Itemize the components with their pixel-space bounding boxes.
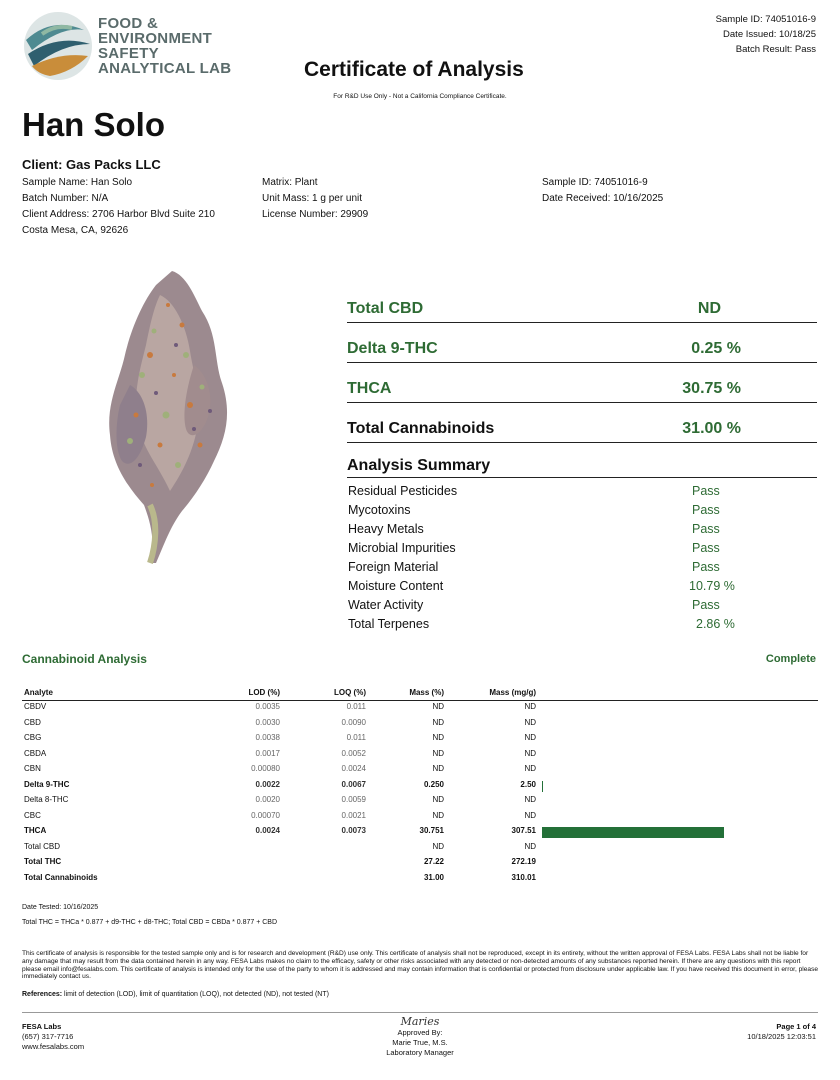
- analyte-cell: Delta 9-THC: [24, 779, 70, 789]
- header-batch-result: Batch Result: Pass: [735, 44, 816, 55]
- column-header-analyte: Analyte: [24, 688, 53, 697]
- summary-value: Pass: [692, 598, 720, 612]
- mass-mg-cell: 307.51: [511, 826, 536, 835]
- mass-pct-cell: ND: [432, 717, 444, 727]
- mass-pct-cell: ND: [432, 702, 444, 711]
- analyte-cell: THCA: [24, 826, 47, 835]
- client-name: Client: Gas Packs LLC: [22, 157, 161, 172]
- date-received: Date Received: 10/16/2025: [542, 193, 664, 204]
- logo-line: ENVIRONMENT: [98, 30, 213, 47]
- summary-label: Moisture Content: [348, 579, 444, 593]
- lod-cell: 0.0035: [255, 702, 280, 711]
- lod-cell: 0.00070: [251, 810, 280, 820]
- header-date-issued: Date Issued: 10/18/25: [723, 29, 816, 40]
- summary-label: Residual Pesticides: [348, 484, 458, 498]
- mass-mg-cell: 272.19: [511, 857, 536, 866]
- mass-pct-cell: ND: [432, 795, 444, 804]
- summary-label: Total Terpenes: [348, 617, 430, 631]
- analyte-cell: Total CBD: [24, 841, 61, 851]
- mass-pct-cell: ND: [432, 841, 444, 851]
- loq-cell: 0.011: [346, 702, 366, 711]
- potency-label: THCA: [347, 380, 392, 397]
- header-sample-id: Sample ID: 74051016-9: [715, 14, 816, 25]
- loq-cell: 0.0024: [341, 764, 366, 773]
- document-title: Certificate of Analysis: [304, 58, 524, 81]
- cannabinoid-analysis-title: Cannabinoid Analysis: [22, 652, 147, 666]
- analyte-cell: CBDV: [24, 702, 47, 711]
- loq-cell: 0.0090: [341, 717, 366, 727]
- cannabinoid-analysis-status: Complete: [765, 653, 816, 665]
- loq-cell: 0.0073: [341, 826, 366, 835]
- footer-website: www.fesalabs.com: [22, 1042, 85, 1051]
- mass-mg-cell: ND: [524, 841, 536, 851]
- column-header-mass-mg: Mass (mg/g): [489, 688, 536, 697]
- references-label: References:: [22, 991, 63, 998]
- footer-phone: (657) 317-7716: [22, 1032, 74, 1041]
- mass-mg-cell: ND: [524, 810, 536, 820]
- analyte-cell: CBN: [24, 764, 41, 773]
- references: [22, 991, 329, 998]
- lod-cell: 0.0038: [255, 733, 280, 742]
- summary-row: [348, 484, 748, 503]
- analyte-cell: Delta 8-THC: [24, 795, 69, 804]
- summary-label: Foreign Material: [348, 560, 439, 574]
- table-row: [22, 856, 818, 872]
- disclaimer: This certificate of analysis is responsible for the tested sample only and is for research and development (R&D) use only. This certificate of analysis shall not be reproduced, except in its entirety, without the written approval of FESA Labs. FESA Labs shall not be liable for any damage that may result from the data contained herein in any way. FESA Labs makes no claim to the efficacy, safety or other risks associated with any detected or non-detected amounts of any substances reported herein. If there are any questions with this report please email info@fesalabs.com. This certificate of analysis is intended only for the use of the party to whom it is addressed and may contain information that is confidential or protected from disclosure under applicable law. If you have received this document in error, please immediately contact us.: [22, 950, 819, 981]
- signature: Maries: [400, 1015, 440, 1028]
- summary-label: Heavy Metals: [348, 522, 424, 536]
- fesa-logo-icon: [22, 10, 232, 82]
- table-row: [22, 779, 818, 795]
- lod-cell: 0.0020: [255, 795, 280, 804]
- mass-pct-cell: ND: [432, 733, 444, 742]
- table-row: [22, 748, 818, 764]
- sample-name: Sample Name: Han Solo: [22, 177, 133, 188]
- potency-value: 31.00 %: [682, 420, 741, 437]
- analyte-cell: CBDA: [24, 748, 47, 758]
- analysis-summary-title: Analysis Summary: [347, 457, 817, 478]
- potency-label: Total Cannabinoids: [347, 420, 495, 437]
- table-row: [22, 701, 818, 717]
- summary-label: Mycotoxins: [348, 503, 411, 517]
- potency-thca: [347, 378, 817, 403]
- loq-cell: 0.011: [346, 733, 366, 742]
- matrix: Matrix: Plant: [262, 177, 318, 188]
- client-info-column-1: [22, 175, 215, 239]
- column-header-lod: LOD (%): [248, 688, 280, 697]
- analyte-cell: CBD: [24, 717, 41, 727]
- lod-cell: 0.0024: [255, 826, 280, 835]
- potency-label: Delta 9-THC: [347, 340, 438, 357]
- product-name: Han Solo: [22, 106, 166, 143]
- page-number: Page 1 of 4: [776, 1022, 816, 1031]
- loq-cell: 0.0059: [341, 795, 366, 804]
- table-header: [22, 686, 818, 701]
- mass-mg-cell: ND: [524, 702, 536, 711]
- summary-row: [348, 522, 748, 541]
- header-meta: [716, 12, 816, 57]
- summary-row: [348, 503, 748, 522]
- summary-row: [348, 560, 748, 579]
- references-text: limit of detection (LOD), limit of quantitation (LOQ), not detected (ND), not tested (NT): [64, 991, 329, 998]
- approved-by-label: Approved By:: [397, 1028, 443, 1037]
- logo-line: SAFETY: [98, 45, 159, 62]
- loq-cell: 0.0052: [341, 748, 366, 758]
- column-header-loq: LOQ (%): [334, 688, 366, 697]
- summary-value: Pass: [692, 560, 720, 574]
- mass-mg-cell: 2.50: [520, 779, 536, 789]
- mass-pct-cell: ND: [432, 748, 444, 758]
- summary-value: Pass: [692, 503, 720, 517]
- table-row: [22, 732, 818, 748]
- mass-pct-cell: 0.250: [423, 779, 444, 789]
- potency-value: ND: [697, 300, 721, 317]
- footer-approval: [370, 1016, 470, 1058]
- mass-mg-cell: 310.01: [511, 872, 536, 882]
- batch-number: Batch Number: N/A: [22, 193, 109, 204]
- potency-total-cbd: [347, 298, 817, 323]
- analyte-cell: Total THC: [24, 857, 62, 866]
- client-info-column-2: [262, 175, 368, 223]
- rd-use-note: For R&D Use Only - Not a California Compliance Certificate.: [333, 93, 507, 100]
- mass-mg-cell: ND: [524, 764, 536, 773]
- table-row: [22, 717, 818, 733]
- summary-row: [348, 617, 748, 636]
- unit-mass: Unit Mass: 1 g per unit: [262, 193, 363, 204]
- footer-lab-name: FESA Labs: [22, 1022, 62, 1031]
- summary-value: 2.86 %: [696, 617, 735, 631]
- footer-page-info: [747, 1022, 816, 1042]
- mass-pct-cell: 30.751: [419, 826, 444, 835]
- potency-total-cannabinoids: [347, 418, 817, 443]
- lod-cell: 0.0017: [255, 748, 280, 758]
- summary-value: 10.79 %: [689, 579, 735, 593]
- summary-value: Pass: [692, 484, 720, 498]
- mass-pct-cell: 27.22: [423, 857, 444, 866]
- summary-label: Water Activity: [348, 598, 424, 612]
- summary-row: [348, 598, 748, 617]
- analyte-cell: Total Cannabinoids: [24, 872, 98, 882]
- summary-value: Pass: [692, 522, 720, 536]
- column-header-mass-pct: Mass (%): [409, 688, 444, 697]
- logo-line: FOOD &: [98, 15, 159, 32]
- summary-label: Microbial Impurities: [348, 541, 456, 555]
- lod-cell: 0.0022: [255, 779, 280, 789]
- table-row: [22, 794, 818, 810]
- mass-pct-cell: ND: [432, 810, 444, 820]
- date-tested: Date Tested: 10/16/2025: [22, 904, 99, 911]
- mass-mg-cell: ND: [524, 795, 536, 804]
- potency-value: 0.25 %: [691, 340, 741, 357]
- approver-title: Laboratory Manager: [386, 1048, 454, 1057]
- mass-bar: [542, 781, 543, 792]
- potency-value: 30.75 %: [682, 380, 741, 397]
- analyte-cell: CBG: [24, 733, 42, 742]
- approver-name: Marie True, M.S.: [392, 1038, 448, 1047]
- lod-cell: 0.0030: [255, 717, 280, 727]
- client-info-column-3: [542, 175, 663, 207]
- analyte-cell: CBC: [24, 810, 41, 820]
- client-address: Client Address: 2706 Harbor Blvd Suite 210: [22, 209, 215, 220]
- footer-lab-info: [22, 1022, 84, 1052]
- potency-delta9-thc: [347, 338, 817, 363]
- client-city: Costa Mesa, CA, 92626: [22, 225, 129, 236]
- mass-bar: [542, 827, 724, 838]
- cannabis-flower-image: [90, 265, 270, 575]
- lod-cell: 0.00080: [251, 764, 280, 773]
- table-row: [22, 872, 818, 888]
- potency-label: Total CBD: [347, 300, 424, 317]
- footer-divider: [22, 1012, 818, 1013]
- mass-mg-cell: ND: [524, 733, 536, 742]
- summary-row: [348, 541, 748, 560]
- mass-mg-cell: ND: [524, 717, 536, 727]
- table-row: [22, 825, 818, 841]
- mass-pct-cell: 31.00: [423, 872, 444, 882]
- logo-line: ANALYTICAL LAB: [98, 60, 232, 77]
- sample-id: Sample ID: 74051016-9: [542, 177, 648, 188]
- mass-pct-cell: ND: [432, 764, 444, 773]
- summary-row: [348, 579, 748, 598]
- table-row: [22, 810, 818, 826]
- total-formula: Total THC = THCa * 0.877 + d9-THC + d8-THC; Total CBD = CBDa * 0.877 + CBD: [22, 919, 278, 926]
- table-row: [22, 763, 818, 779]
- mass-mg-cell: ND: [524, 748, 536, 758]
- loq-cell: 0.0067: [341, 779, 366, 789]
- summary-value: Pass: [692, 541, 720, 555]
- table-row: [22, 841, 818, 857]
- license-number: License Number: 29909: [262, 209, 369, 220]
- loq-cell: 0.0021: [341, 810, 366, 820]
- footer-timestamp: 10/18/2025 12:03:51: [747, 1032, 816, 1041]
